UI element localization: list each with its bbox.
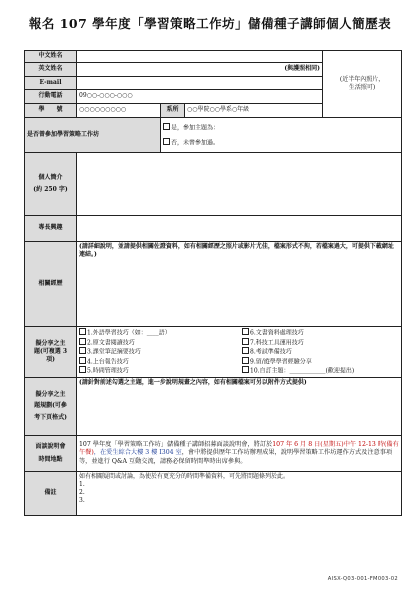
- dept-label: 系所: [161, 104, 185, 118]
- photo-note-line2: 生活照可): [348, 84, 376, 91]
- topic-option[interactable]: [79, 338, 236, 348]
- checkbox-icon[interactable]: [242, 328, 249, 335]
- checkbox-icon[interactable]: [163, 138, 170, 145]
- phone-label: 行動電話: [25, 90, 77, 104]
- topic-option-label: 10.自訂主題：____________(歡迎提出): [250, 367, 355, 375]
- chinese-name-field[interactable]: [77, 51, 323, 63]
- plan-label-line1: 擬分享之主: [35, 391, 66, 399]
- topic-option[interactable]: [242, 347, 399, 357]
- checkbox-icon[interactable]: [242, 347, 249, 354]
- interview-text-part1: 107 學年度「學習策略工作坊」儲備種子講師招募面談說明會，將訂於: [79, 440, 273, 448]
- interview-label-line2: 時間地點: [38, 456, 63, 463]
- row-intro: [25, 153, 402, 216]
- topic-option[interactable]: [242, 328, 399, 338]
- workshop-yes-label: 是，參加主題為：: [171, 124, 220, 132]
- row-plan: [25, 378, 402, 436]
- photo-placeholder[interactable]: [323, 51, 402, 118]
- interview-location: ，在愛生綜合大樓 3 樓 I304 室: [93, 449, 182, 457]
- workshop-yes-option[interactable]: [163, 123, 399, 133]
- topic-option[interactable]: [79, 357, 236, 367]
- interview-date: 107 年 6 月 8 日(星期五)中午 12-13 時(備有午餐): [79, 440, 399, 457]
- checkbox-icon[interactable]: [79, 357, 86, 364]
- intro-label-line1: 個人簡介: [38, 174, 63, 182]
- checkbox-icon[interactable]: [242, 357, 249, 364]
- plan-label-lines: [27, 391, 74, 421]
- topic-option-label: 6.文書資料處理技巧: [250, 329, 304, 337]
- row-chinese-name: [25, 51, 402, 63]
- intro-field[interactable]: [77, 153, 402, 216]
- plan-label: [25, 378, 77, 436]
- checkbox-icon[interactable]: [163, 123, 170, 130]
- interview-label-line1: 面談說明會: [35, 442, 66, 450]
- english-name-field[interactable]: [77, 63, 323, 77]
- topic-option-label: 8.考試準備技巧: [250, 348, 292, 356]
- topic-option-label: 3.課堂筆記摘要技巧: [87, 348, 141, 356]
- remarks-label: 備註: [25, 472, 77, 516]
- intro-label: [25, 153, 77, 216]
- row-expertise: [25, 216, 402, 242]
- topic-option-label: 7.科技工具運用技巧: [250, 339, 304, 347]
- topic-option[interactable]: [242, 338, 399, 348]
- photo-note-line1: (近半年內照片，: [339, 75, 385, 83]
- experience-label: 相關經歷: [25, 242, 77, 327]
- checkbox-icon[interactable]: [242, 366, 249, 373]
- topic-option[interactable]: [79, 347, 236, 357]
- checkbox-icon[interactable]: [79, 366, 86, 373]
- row-workshop: [25, 118, 402, 153]
- topic-option-label: 1.外語學習技巧（如：____語）: [87, 329, 171, 337]
- topic-option-label: 4.上台報告技巧: [87, 358, 129, 366]
- topic-label-line2: 題(可複選 3: [33, 347, 68, 355]
- checkbox-icon[interactable]: [79, 328, 86, 335]
- document-code: AISX-Q03-001-FM003-02: [327, 576, 398, 582]
- remarks-line-3: 3.: [79, 497, 85, 505]
- passport-note: (與護照相同): [284, 65, 321, 73]
- topic-option-label: 9.留/遊學學習經驗分享: [250, 358, 312, 366]
- topic-label-line1: 擬分享之主: [35, 339, 66, 347]
- interview-text-part2: ，會中將提供歷年工作坊辦理成果，說明學習策略工作坊運作方式及注意事項等，並進行 Q&A 互動交流，請務必保留時間準時出席參與。: [79, 449, 393, 465]
- phone-field[interactable]: 09○○-○○○-○○○: [77, 90, 323, 104]
- intro-label-line2: (約 250 字): [33, 185, 68, 193]
- remarks-intro: 如有相關疑問或討論，為使於有更充分的時間準備資料，可先將問題條列於此。: [79, 473, 290, 480]
- expertise-label: 專長興趣: [25, 216, 77, 242]
- plan-note: (請針對前述勾選之主題，進一步說明規畫之內容，如有相關檔案可另以附件方式提供): [79, 379, 307, 386]
- experience-field[interactable]: [77, 242, 402, 327]
- dept-field[interactable]: ○○學院○○學系○年級: [185, 104, 323, 118]
- remarks-line-1: 1.: [79, 481, 85, 489]
- plan-label-line2: 題規劃(可參: [34, 402, 67, 410]
- topic-option[interactable]: [242, 366, 399, 376]
- email-label: E-mail: [25, 77, 77, 90]
- student-id-field[interactable]: ○○○○○○○○○: [77, 104, 161, 118]
- email-field[interactable]: [77, 77, 323, 90]
- topic-option[interactable]: [79, 328, 236, 338]
- row-remarks: [25, 472, 402, 516]
- resume-form-table: [24, 50, 402, 516]
- topic-options: [77, 327, 402, 378]
- checkbox-icon[interactable]: [79, 347, 86, 354]
- interview-label: [25, 436, 77, 472]
- checkbox-icon[interactable]: [79, 338, 86, 345]
- workshop-options: [161, 118, 402, 153]
- topic-label: [25, 327, 77, 378]
- checkbox-icon[interactable]: [242, 338, 249, 345]
- topic-option-label: 5.時間管理技巧: [87, 367, 129, 375]
- english-name-label: 英文姓名: [25, 63, 77, 77]
- topic-option-label: 2.原文書閱讀技巧: [87, 339, 135, 347]
- experience-note: (請詳細說明，並請提供相關佐證資料，如有相關經歷之照片或影片尤佳，檔案形式不拘，若檔案過大，可提供下載網址連結。): [79, 243, 394, 259]
- plan-field[interactable]: [77, 378, 402, 436]
- workshop-no-option[interactable]: [163, 138, 399, 148]
- plan-label-line3: 考下頁格式): [34, 413, 67, 421]
- remarks-field[interactable]: [77, 472, 402, 516]
- interview-info: [77, 436, 402, 472]
- workshop-label: 是否曾參加學習策略工作坊: [25, 118, 161, 153]
- row-topic: [25, 327, 402, 378]
- topic-label-line3: 項): [46, 356, 55, 364]
- chinese-name-label: 中文姓名: [25, 51, 77, 63]
- topic-option[interactable]: [242, 357, 399, 367]
- row-experience: [25, 242, 402, 327]
- remarks-line-2: 2.: [79, 489, 85, 497]
- student-id-label: 學 號: [25, 104, 77, 118]
- workshop-no-label: 否，未曾參加過。: [171, 139, 220, 146]
- expertise-field[interactable]: [77, 216, 402, 242]
- row-interview: [25, 436, 402, 472]
- topic-option-grid: [79, 328, 399, 376]
- topic-option[interactable]: [79, 366, 236, 376]
- page-title: 報名 107 學年度「學習策略工作坊」儲備種子講師個人簡歷表: [28, 16, 392, 31]
